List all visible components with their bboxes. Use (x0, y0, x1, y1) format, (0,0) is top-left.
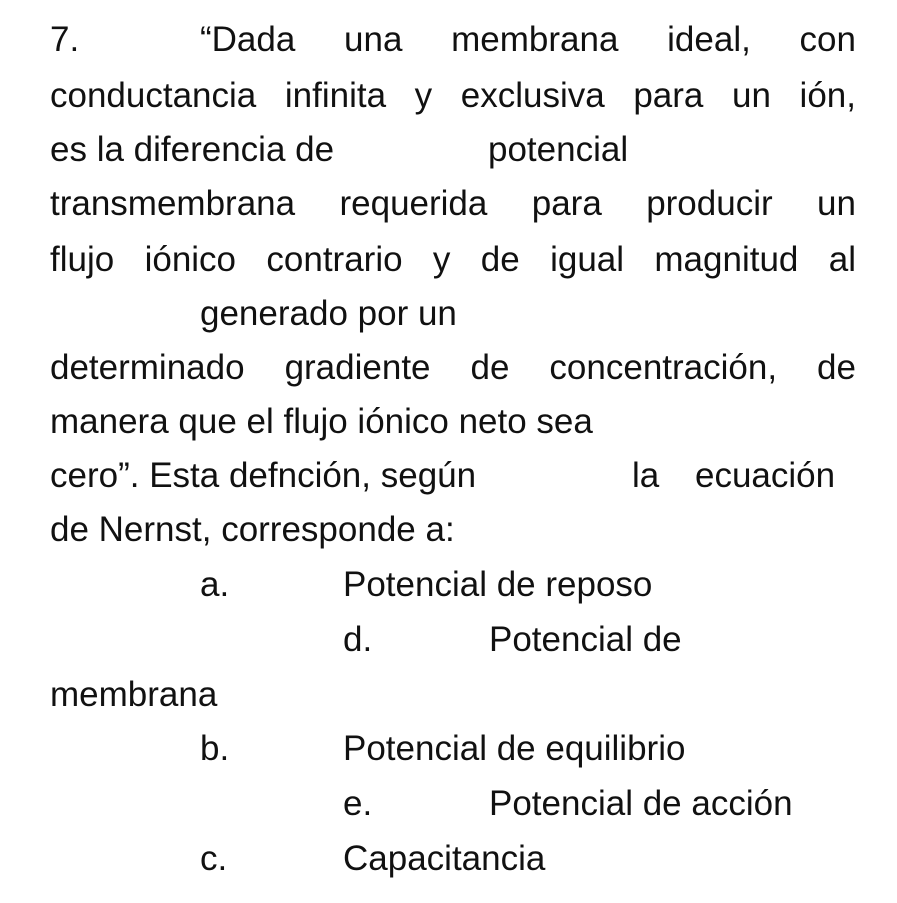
word: igual (550, 240, 625, 279)
option-e-text: Potencial de acción (489, 784, 793, 823)
word: un (732, 76, 771, 115)
question-line-7 (50, 350, 856, 385)
option-c-text: Capacitancia (343, 839, 546, 878)
word: de (480, 240, 520, 279)
word: infinita (284, 76, 387, 115)
word: “Dada (200, 20, 296, 59)
question-line-6: generado por un (200, 294, 457, 333)
option-d-letter: d. (343, 620, 373, 659)
word: con (799, 20, 856, 59)
word: y (432, 240, 451, 279)
word: gradiente (284, 348, 431, 387)
option-a-letter: a. (200, 565, 230, 604)
word: flujo (50, 240, 115, 279)
question-line-9b: la (632, 456, 660, 495)
word: transmembrana (50, 184, 296, 223)
option-d-text: Potencial de (489, 620, 682, 659)
word: contrario (266, 240, 403, 279)
question-line-3b: potencial (488, 130, 629, 169)
word: ión, (799, 76, 856, 115)
word: conductancia (50, 76, 257, 115)
word: membrana (451, 20, 619, 59)
option-b-letter: b. (200, 729, 230, 768)
question-line-4 (50, 186, 856, 221)
question-number: 7. (50, 20, 80, 59)
question-line-9c: ecuación (695, 456, 836, 495)
word: requerida (339, 184, 488, 223)
question-line-2 (50, 78, 856, 113)
question-line-1 (200, 22, 856, 57)
option-e-letter: e. (343, 784, 373, 823)
question-line-8: manera que el flujo iónico neto sea (50, 402, 593, 441)
word: producir (646, 184, 773, 223)
word: una (344, 20, 403, 59)
word: determinado (50, 348, 245, 387)
option-a-text: Potencial de reposo (343, 565, 653, 604)
word: iónico (144, 240, 237, 279)
word: de (817, 348, 856, 387)
question-line-10: de Nernst, corresponde a: (50, 510, 455, 549)
word: y (414, 76, 433, 115)
option-d-continuation: membrana (50, 675, 218, 714)
question-line-9a: cero”. Esta defnción, según (50, 456, 477, 495)
word: ideal, (667, 20, 751, 59)
question-line-3a: es la diferencia de (50, 130, 335, 169)
word: exclusiva (460, 76, 605, 115)
word: un (817, 184, 856, 223)
word: para (633, 76, 704, 115)
word: concentración, (549, 348, 778, 387)
question-line-5 (50, 242, 856, 277)
option-b-text: Potencial de equilibrio (343, 729, 686, 768)
option-c-letter: c. (200, 839, 228, 878)
word: para (531, 184, 602, 223)
word: de (470, 348, 510, 387)
word: al (828, 240, 856, 279)
word: magnitud (654, 240, 799, 279)
